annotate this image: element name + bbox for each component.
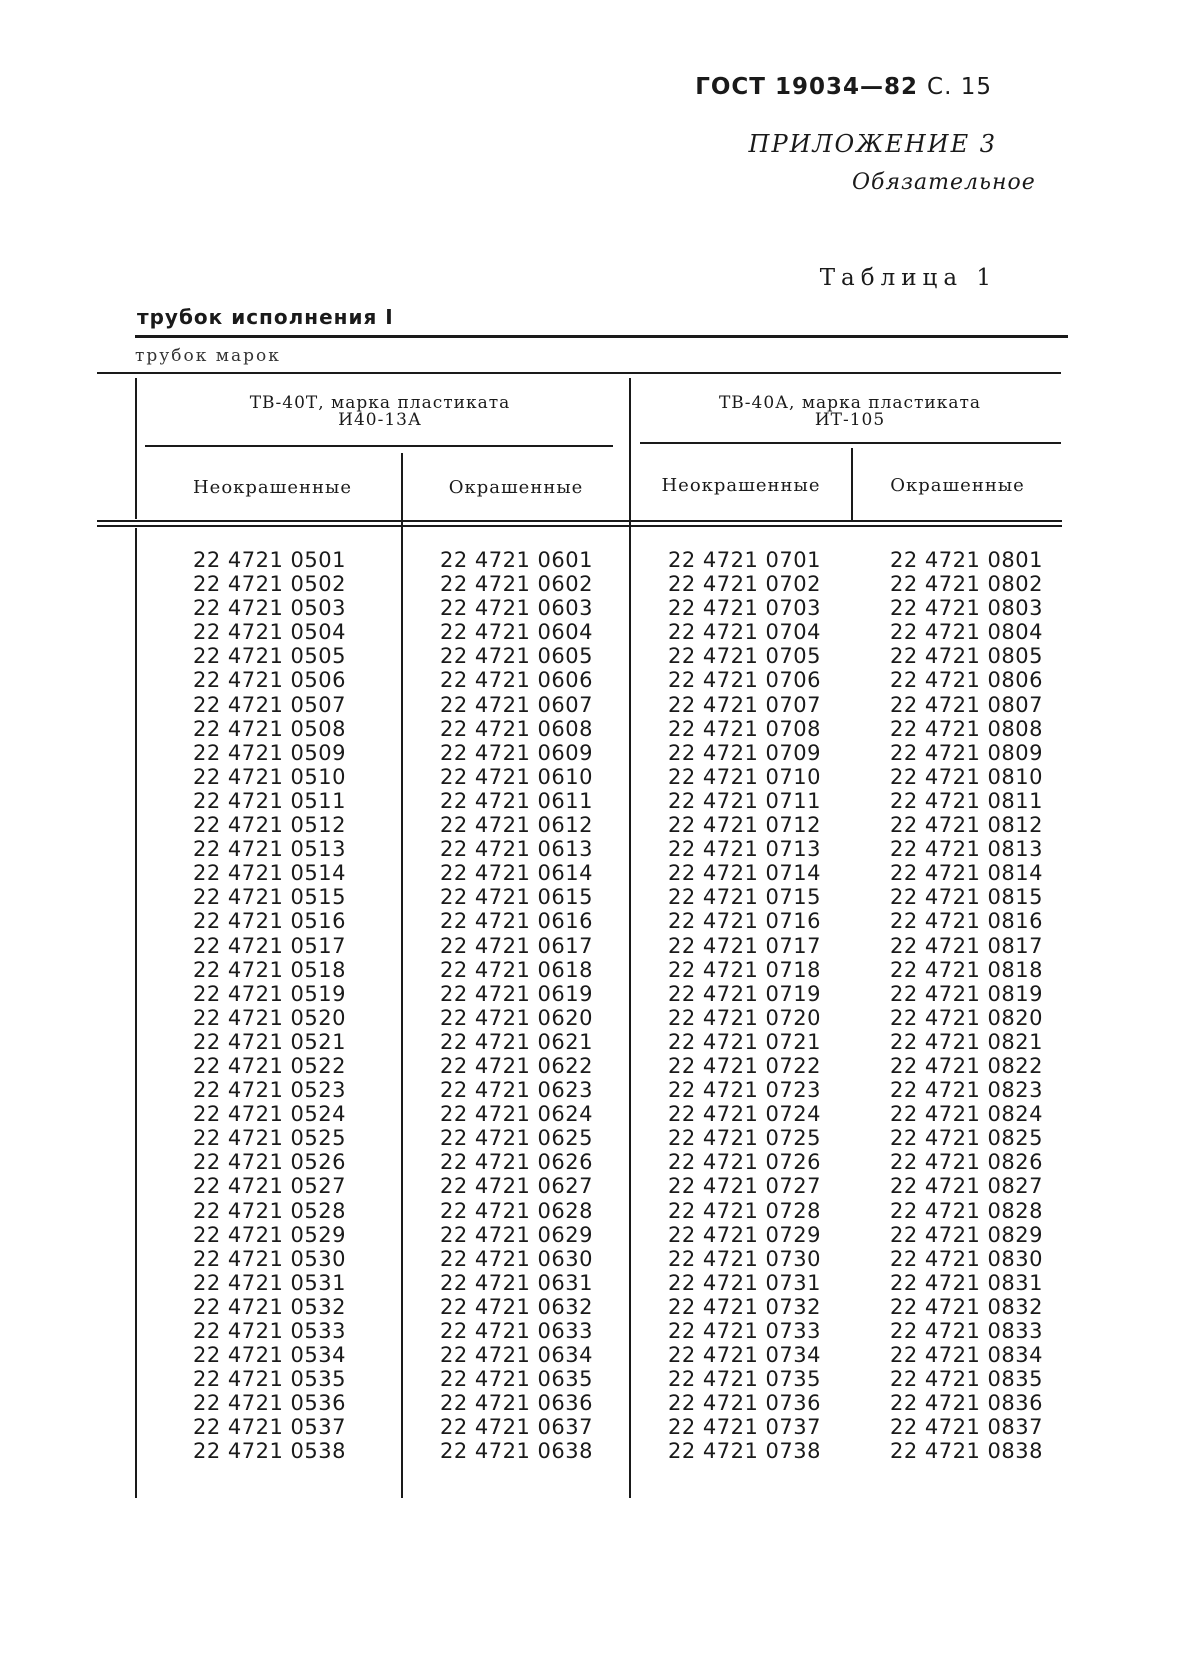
code-cell: 22 4721 0725 xyxy=(668,1126,821,1151)
code-cell: 22 4721 0727 xyxy=(668,1174,821,1199)
codes-column-painted-2 xyxy=(890,548,1120,1464)
code-cell: 22 4721 0704 xyxy=(668,620,821,645)
code-cell: 22 4721 0726 xyxy=(668,1150,821,1175)
code-cell: 22 4721 0736 xyxy=(668,1391,821,1416)
code-cell: 22 4721 0524 xyxy=(193,1102,346,1127)
code-cell: 22 4721 0603 xyxy=(440,596,593,621)
code-cell: 22 4721 0631 xyxy=(440,1270,593,1295)
code-cell: 22 4721 0703 xyxy=(668,596,821,621)
code-cell: 22 4721 0536 xyxy=(193,1391,346,1416)
code-cell: 22 4721 0715 xyxy=(668,885,821,910)
code-cell: 22 4721 0620 xyxy=(440,1005,593,1030)
column-header-painted-2: Окрашенные xyxy=(890,475,1025,496)
code-cell: 22 4721 0825 xyxy=(890,1126,1043,1151)
code-cell: 22 4721 0708 xyxy=(668,716,821,741)
code-cell: 22 4721 0513 xyxy=(193,837,346,862)
code-cell: 22 4721 0532 xyxy=(193,1294,346,1319)
code-cell: 22 4721 0713 xyxy=(668,837,821,862)
code-cell: 22 4721 0626 xyxy=(440,1150,593,1175)
code-cell: 22 4721 0601 xyxy=(440,548,593,572)
code-cell: 22 4721 0504 xyxy=(193,620,346,645)
code-cell: 22 4721 0829 xyxy=(890,1222,1043,1247)
code-cell: 22 4721 0734 xyxy=(668,1343,821,1368)
code-cell: 22 4721 0714 xyxy=(668,861,821,886)
code-cell: 22 4721 0614 xyxy=(440,861,593,886)
code-cell: 22 4721 0503 xyxy=(193,596,346,621)
code-cell: 22 4721 0814 xyxy=(890,861,1043,886)
code-cell: 22 4721 0633 xyxy=(440,1319,593,1343)
code-cell: 22 4721 0623 xyxy=(440,1078,593,1103)
standard-number: ГОСТ 19034—82 xyxy=(695,74,919,100)
code-cell: 22 4721 0812 xyxy=(890,813,1043,838)
code-cell: 22 4721 0832 xyxy=(890,1294,1043,1319)
code-cell: 22 4721 0701 xyxy=(668,548,821,572)
code-cell: 22 4721 0607 xyxy=(440,692,593,717)
code-cell: 22 4721 0528 xyxy=(193,1198,346,1223)
code-cell: 22 4721 0518 xyxy=(193,957,346,982)
column-header-unpainted-2: Неокрашенные xyxy=(661,475,821,496)
table-subtitle: трубок марок xyxy=(135,346,281,366)
code-cell: 22 4721 0815 xyxy=(890,885,1043,910)
column-header-unpainted-1: Неокрашенные xyxy=(192,477,353,498)
code-cell: 22 4721 0835 xyxy=(890,1367,1043,1392)
code-cell: 22 4721 0813 xyxy=(890,837,1043,862)
group-header-line2: И40-13А xyxy=(338,410,422,430)
code-cell: 22 4721 0818 xyxy=(890,957,1043,982)
code-cell: 22 4721 0702 xyxy=(668,572,821,597)
code-cell: 22 4721 0634 xyxy=(440,1343,593,1368)
code-cell: 22 4721 0636 xyxy=(440,1391,593,1416)
code-cell: 22 4721 0610 xyxy=(440,764,593,789)
table-top-rule xyxy=(135,335,1068,338)
code-cell: 22 4721 0505 xyxy=(193,644,346,669)
code-cell: 22 4721 0831 xyxy=(890,1270,1043,1295)
code-cell: 22 4721 0627 xyxy=(440,1174,593,1199)
code-cell: 22 4721 0538 xyxy=(193,1439,346,1464)
code-cell: 22 4721 0520 xyxy=(193,1005,346,1030)
code-cell: 22 4721 0820 xyxy=(890,1005,1043,1030)
code-cell: 22 4721 0618 xyxy=(440,957,593,982)
column-divider-3 xyxy=(851,448,853,520)
code-cell: 22 4721 0724 xyxy=(668,1102,821,1127)
code-cell: 22 4721 0502 xyxy=(193,572,346,597)
code-cell: 22 4721 0732 xyxy=(668,1294,821,1319)
code-cell: 22 4721 0638 xyxy=(440,1439,593,1464)
code-cell: 22 4721 0510 xyxy=(193,764,346,789)
code-cell: 22 4721 0720 xyxy=(668,1005,821,1030)
standard-reference xyxy=(695,74,992,100)
column-header-painted-1: Окрашенные xyxy=(448,477,584,498)
code-cell: 22 4721 0622 xyxy=(440,1053,593,1078)
code-cell: 22 4721 0721 xyxy=(668,1029,821,1054)
code-cell: 22 4721 0625 xyxy=(440,1126,593,1151)
code-cell: 22 4721 0630 xyxy=(440,1246,593,1271)
group-header-tv40t xyxy=(145,395,615,429)
code-cell: 22 4721 0535 xyxy=(193,1367,346,1392)
code-cell: 22 4721 0506 xyxy=(193,668,346,693)
group-underline-left xyxy=(145,445,613,447)
code-cell: 22 4721 0525 xyxy=(193,1126,346,1151)
code-cell: 22 4721 0615 xyxy=(440,885,593,910)
code-cell: 22 4721 0508 xyxy=(193,716,346,741)
code-cell: 22 4721 0737 xyxy=(668,1415,821,1440)
code-cell: 22 4721 0711 xyxy=(668,788,821,813)
code-cell: 22 4721 0519 xyxy=(193,981,346,1006)
code-cell: 22 4721 0822 xyxy=(890,1053,1043,1078)
code-cell: 22 4721 0515 xyxy=(193,885,346,910)
code-cell: 22 4721 0511 xyxy=(193,788,346,813)
code-cell: 22 4721 0722 xyxy=(668,1053,821,1078)
appendix-title: ПРИЛОЖЕНИЕ 3 xyxy=(748,130,997,158)
code-cell: 22 4721 0501 xyxy=(193,548,346,572)
code-cell: 22 4721 0537 xyxy=(193,1415,346,1440)
code-cell: 22 4721 0628 xyxy=(440,1198,593,1223)
code-cell: 22 4721 0530 xyxy=(193,1246,346,1271)
code-cell: 22 4721 0507 xyxy=(193,692,346,717)
code-cell: 22 4721 0824 xyxy=(890,1102,1043,1127)
code-cell: 22 4721 0719 xyxy=(668,981,821,1006)
codes-column-unpainted-2 xyxy=(668,548,898,1464)
code-cell: 22 4721 0805 xyxy=(890,644,1043,669)
code-cell: 22 4721 0821 xyxy=(890,1029,1043,1054)
code-cell: 22 4721 0802 xyxy=(890,572,1043,597)
code-cell: 22 4721 0731 xyxy=(668,1270,821,1295)
subtitle-rule xyxy=(97,372,1061,374)
appendix-status: Обязательное xyxy=(852,170,1036,195)
code-cell: 22 4721 0837 xyxy=(890,1415,1043,1440)
group-header-line1: ТВ-40Т, марка пластиката xyxy=(249,393,511,413)
code-cell: 22 4721 0804 xyxy=(890,620,1043,645)
code-cell: 22 4721 0712 xyxy=(668,813,821,838)
code-cell: 22 4721 0827 xyxy=(890,1174,1043,1199)
code-cell: 22 4721 0609 xyxy=(440,740,593,765)
code-cell: 22 4721 0523 xyxy=(193,1078,346,1103)
code-cell: 22 4721 0616 xyxy=(440,909,593,934)
code-cell: 22 4721 0608 xyxy=(440,716,593,741)
code-cell: 22 4721 0602 xyxy=(440,572,593,597)
page-number: С. 15 xyxy=(927,74,992,100)
code-cell: 22 4721 0531 xyxy=(193,1270,346,1295)
code-cell: 22 4721 0810 xyxy=(890,764,1043,789)
code-cell: 22 4721 0819 xyxy=(890,981,1043,1006)
code-cell: 22 4721 0809 xyxy=(890,740,1043,765)
code-cell: 22 4721 0624 xyxy=(440,1102,593,1127)
code-cell: 22 4721 0534 xyxy=(193,1343,346,1368)
code-cell: 22 4721 0705 xyxy=(668,644,821,669)
header-double-rule-top xyxy=(97,520,1062,522)
code-cell: 22 4721 0730 xyxy=(668,1246,821,1271)
code-cell: 22 4721 0635 xyxy=(440,1367,593,1392)
code-cell: 22 4721 0834 xyxy=(890,1343,1043,1368)
code-cell: 22 4721 0816 xyxy=(890,909,1043,934)
code-cell: 22 4721 0516 xyxy=(193,909,346,934)
code-cell: 22 4721 0806 xyxy=(890,668,1043,693)
code-cell: 22 4721 0729 xyxy=(668,1222,821,1247)
code-cell: 22 4721 0833 xyxy=(890,1319,1043,1343)
code-cell: 22 4721 0830 xyxy=(890,1246,1043,1271)
code-cell: 22 4721 0808 xyxy=(890,716,1043,741)
code-cell: 22 4721 0612 xyxy=(440,813,593,838)
code-cell: 22 4721 0803 xyxy=(890,596,1043,621)
code-cell: 22 4721 0733 xyxy=(668,1319,821,1343)
code-cell: 22 4721 0836 xyxy=(890,1391,1043,1416)
code-cell: 22 4721 0512 xyxy=(193,813,346,838)
code-cell: 22 4721 0817 xyxy=(890,933,1043,958)
table-left-border-body xyxy=(135,528,137,1498)
code-cell: 22 4721 0621 xyxy=(440,1029,593,1054)
group-header-line2: ИТ-105 xyxy=(814,410,886,430)
code-cell: 22 4721 0527 xyxy=(193,1174,346,1199)
group-header-tv40a xyxy=(640,395,1060,429)
table-left-border xyxy=(135,378,137,519)
group-underline-right xyxy=(640,442,1061,444)
code-cell: 22 4721 0828 xyxy=(890,1198,1043,1223)
code-cell: 22 4721 0811 xyxy=(890,788,1043,813)
code-cell: 22 4721 0717 xyxy=(668,933,821,958)
code-cell: 22 4721 0632 xyxy=(440,1294,593,1319)
code-cell: 22 4721 0617 xyxy=(440,933,593,958)
codes-column-unpainted-1 xyxy=(193,548,423,1464)
group-header-line1: ТВ-40А, марка пластиката xyxy=(718,393,982,413)
code-cell: 22 4721 0738 xyxy=(668,1439,821,1464)
code-cell: 22 4721 0723 xyxy=(668,1078,821,1103)
code-cell: 22 4721 0728 xyxy=(668,1198,821,1223)
code-cell: 22 4721 0709 xyxy=(668,740,821,765)
code-cell: 22 4721 0509 xyxy=(193,740,346,765)
section-title: трубок исполнения I xyxy=(137,305,394,329)
code-cell: 22 4721 0605 xyxy=(440,644,593,669)
code-cell: 22 4721 0533 xyxy=(193,1319,346,1343)
code-cell: 22 4721 0838 xyxy=(890,1439,1043,1464)
code-cell: 22 4721 0707 xyxy=(668,692,821,717)
code-cell: 22 4721 0826 xyxy=(890,1150,1043,1175)
code-cell: 22 4721 0613 xyxy=(440,837,593,862)
code-cell: 22 4721 0529 xyxy=(193,1222,346,1247)
header-double-rule-bottom xyxy=(97,525,1062,527)
code-cell: 22 4721 0619 xyxy=(440,981,593,1006)
code-cell: 22 4721 0604 xyxy=(440,620,593,645)
code-cell: 22 4721 0521 xyxy=(193,1029,346,1054)
code-cell: 22 4721 0606 xyxy=(440,668,593,693)
code-cell: 22 4721 0637 xyxy=(440,1415,593,1440)
code-cell: 22 4721 0706 xyxy=(668,668,821,693)
code-cell: 22 4721 0526 xyxy=(193,1150,346,1175)
code-cell: 22 4721 0823 xyxy=(890,1078,1043,1103)
code-cell: 22 4721 0522 xyxy=(193,1053,346,1078)
code-cell: 22 4721 0807 xyxy=(890,692,1043,717)
codes-column-painted-1 xyxy=(440,548,670,1464)
code-cell: 22 4721 0514 xyxy=(193,861,346,886)
code-cell: 22 4721 0735 xyxy=(668,1367,821,1392)
table-label: Таблица 1 xyxy=(819,265,997,291)
code-cell: 22 4721 0718 xyxy=(668,957,821,982)
code-cell: 22 4721 0710 xyxy=(668,764,821,789)
code-cell: 22 4721 0611 xyxy=(440,788,593,813)
code-cell: 22 4721 0801 xyxy=(890,548,1043,572)
code-cell: 22 4721 0716 xyxy=(668,909,821,934)
code-cell: 22 4721 0517 xyxy=(193,933,346,958)
code-cell: 22 4721 0629 xyxy=(440,1222,593,1247)
